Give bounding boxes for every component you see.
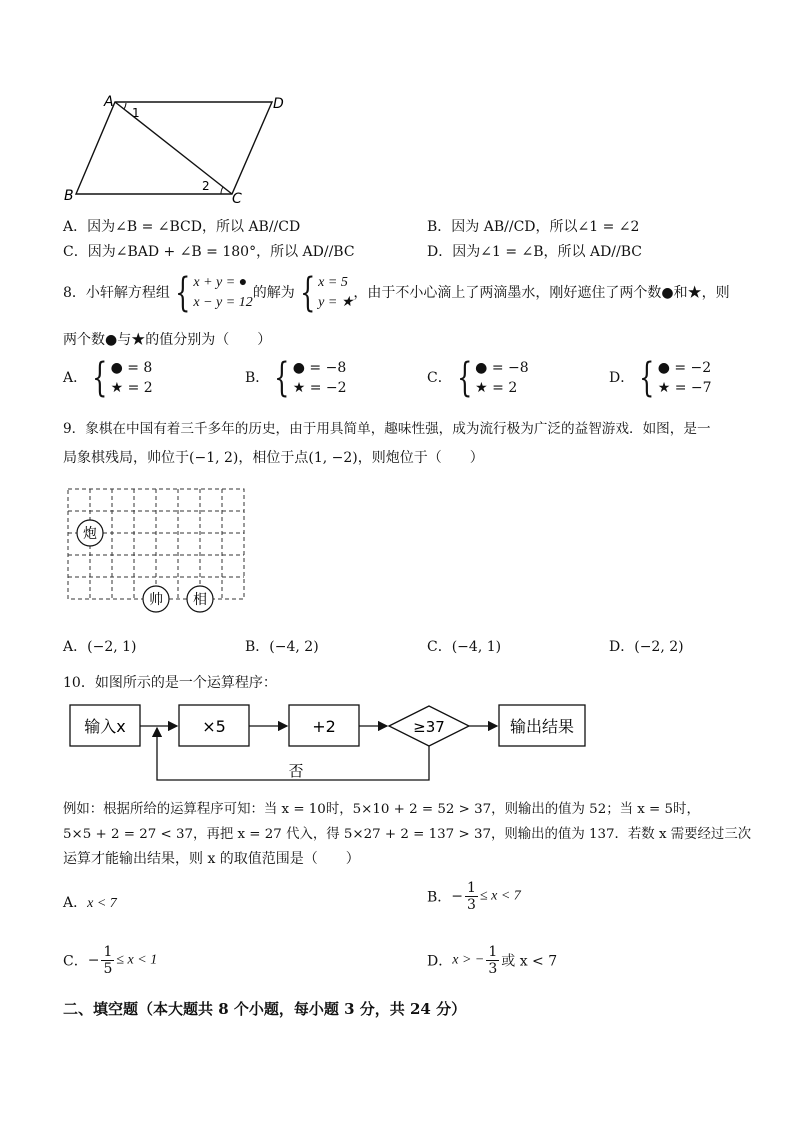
- q8-stem-line2: 两个数●与★的值分别为（ ）: [63, 332, 272, 348]
- q9-option-c[interactable]: C．(−4, 1): [427, 639, 502, 655]
- flow-compare-diamond: ≥37: [413, 718, 445, 736]
- flow-plus2-box: +2: [312, 717, 336, 736]
- q10-option-c[interactable]: C．− $\frac{1}{5}$ ≤ x < 1: [63, 944, 158, 977]
- q8-option-a[interactable]: A． { ● = 8 ★ = 2: [63, 355, 153, 401]
- q10-example-line1: 例如：根据所给的运算程序可知：当 x = 10时，5×10 + 2 = 52 > 37，则输出的值为 52；当 x = 5时，: [63, 802, 700, 817]
- parallelogram-figure: [60, 90, 300, 210]
- section-heading: 二、填空题（本大题共 8 个小题，每小题 3 分，共 24 分）: [63, 1000, 467, 1018]
- chess-board: [66, 486, 248, 616]
- svg-text:帅: 帅: [149, 592, 163, 608]
- q10-option-a[interactable]: A．x < 7: [63, 895, 117, 911]
- option-letter: D．: [427, 244, 453, 260]
- option-text: 因为∠B = ∠BCD，所以 AB//CD: [87, 219, 301, 235]
- option-text: 因为∠1 = ∠B，所以 AD//BC: [452, 244, 642, 260]
- angle-1-label: 1: [132, 106, 140, 120]
- option-text: 因为∠BAD + ∠B = 180°，所以 AD//BC: [87, 244, 355, 260]
- flow-input-box: 输入x: [84, 717, 126, 736]
- q7-option-c[interactable]: [63, 241, 355, 261]
- q8-option-c[interactable]: C． { ● = −8 ★ = 2: [427, 355, 529, 401]
- q10-example-line2: 5×5 + 2 = 27 < 37，再把 x = 27 代入，得 5×27 + 2 = 137 > 37，则输出的值为 137．若数 x 需要经过三次: [63, 827, 752, 842]
- chess-piece-pao: [77, 520, 103, 546]
- flow-output-box: 输出结果: [509, 717, 575, 736]
- q9-stem-line2: 局象棋残局，帅位于(−1, 2)，相位于点(1, −2)，则炮位于（ ）: [63, 450, 484, 466]
- q7-option-a[interactable]: [63, 216, 300, 236]
- q10-title: 10．如图所示的是一个运算程序：: [63, 675, 277, 691]
- vertex-c-label: C: [232, 191, 242, 207]
- q8-stem: 8．小轩解方程组 { x + y = ● x − y = 12 的解为 { x = 5 y = ★ ，由于不小心滴上了两滴墨水，刚好遮住了两个数●和★，则: [63, 270, 730, 316]
- option-letter: B．: [427, 219, 452, 235]
- solution-system: { x = 5 y = ★: [299, 270, 354, 316]
- option-letter: C．: [63, 244, 88, 260]
- chess-piece-shuai: [143, 586, 169, 612]
- q9-option-a[interactable]: A．(−2, 1): [63, 639, 137, 655]
- option-text: 因为 AB//CD，所以∠1 = ∠2: [451, 219, 640, 235]
- vertex-a-label: A: [104, 94, 114, 110]
- q10-option-d[interactable]: D．x > − $\frac{1}{3}$ 或 x < 7: [427, 944, 558, 977]
- svg-text:相: 相: [193, 592, 207, 608]
- q9-option-d[interactable]: D．(−2, 2): [609, 639, 684, 655]
- vertex-b-label: B: [64, 188, 74, 204]
- q9-stem-line1: 9．象棋在中国有着三千多年的历史，由于用具简单，趣味性强，成为流行极为广泛的益智游戏．如图，是一: [63, 421, 711, 437]
- angle-2-label: 2: [202, 179, 210, 193]
- q9-option-b[interactable]: B．(−4, 2): [245, 639, 319, 655]
- flow-times5-box: ×5: [202, 717, 226, 736]
- flowchart: [66, 696, 596, 788]
- q8-option-d[interactable]: D． { ● = −2 ★ = −7: [609, 355, 712, 401]
- q7-option-d[interactable]: [427, 241, 642, 261]
- q7-option-b[interactable]: [427, 216, 639, 236]
- svg-text:炮: 炮: [83, 526, 97, 542]
- option-letter: A．: [63, 219, 88, 235]
- vertex-d-label: D: [273, 96, 284, 112]
- equation-system: { x + y = ● x − y = 12: [175, 270, 253, 316]
- q8-option-b[interactable]: B． { ● = −8 ★ = −2: [245, 355, 347, 401]
- q10-option-b[interactable]: B．− $\frac{1}{3}$ ≤ x < 7: [427, 880, 521, 913]
- flow-no-label: 否: [288, 762, 304, 780]
- chess-piece-xiang: [187, 586, 213, 612]
- q10-example-line3: 运算才能输出结果，则 x 的取值范围是（ ）: [63, 851, 360, 867]
